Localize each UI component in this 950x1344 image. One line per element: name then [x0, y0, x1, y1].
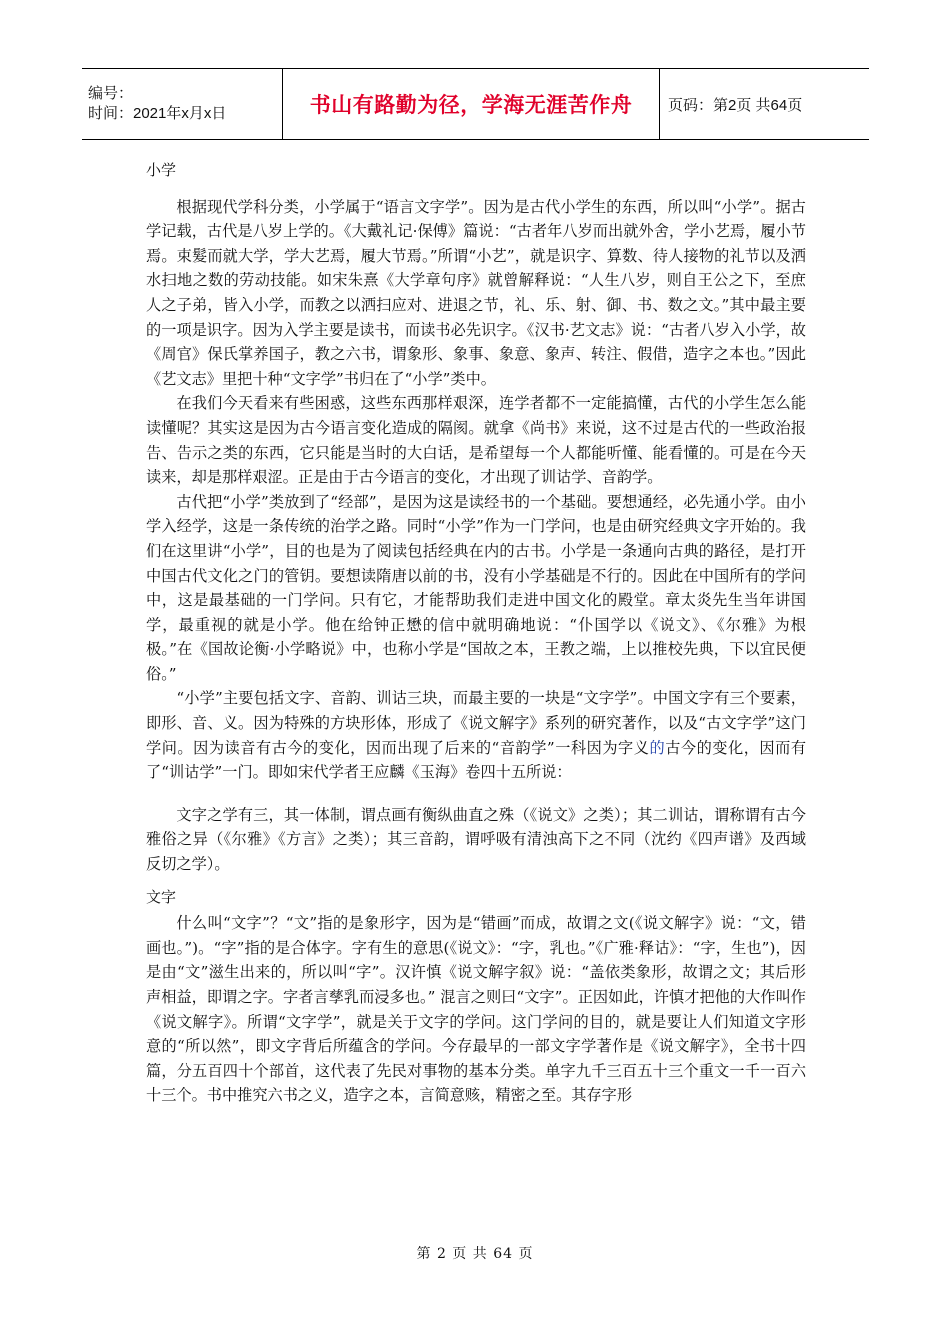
header-page-info — [660, 69, 869, 139]
section-title-wenzi: 文字 — [146, 887, 177, 906]
paragraph-text: 古今的变化，因而有了“训诂学”一门。即如宋代学者王应麟《玉海》卷四十五所说： — [146, 738, 807, 782]
paragraph: 根据现代学科分类，小学属于“语言文字学”。因为是古代小学生的东西，所以叫“小学”。据古学记载，古代是八岁上学的。《大戴礼记·保傅》篇说：“古者年八岁而出就外舍，学小艺焉，履小节焉。束髮而就大学，学大艺焉，履大节焉。”所谓“小艺”，就是识字、算数、待人接物的礼节以及洒水扫地之数的劳动技能。如宋朱熹《大学章句序》就曾解释说：“人生八岁，则自王公之下，至庶人之子弟，皆入小学，而教之以洒扫应对、进退之节，礼、乐、射、御、书、数之文。”其中最主要的一项是识字。因为入学主要是读书，而读书必先识字。《汉书·艺文志》说：“古者八岁入小学，故《周官》保氏掌养国子，教之六书，谓象形、象事、象意、象声、转注、假借，造字之本也。”因此《艺文志》里把十种“文字学”书归在了“小学”类中。 — [146, 197, 806, 388]
document-body — [146, 158, 806, 1108]
paragraph: 在我们今天看来有些困惑，这些东西那样艰深，连学者都不一定能搞懂，古代的小学生怎么能读懂呢？其实这是因为古今语言变化造成的隔阂。就拿《尚书》来说，这不过是古代的一些政治报告、告示之类的东西，它只能是当时的大白话，是希望每一个人都能听懂、能看懂的。可是在今天读来，却是那样艰涩。正是由于古今语言的变化，才出现了训诂学、音韵学。 — [146, 394, 806, 487]
number-label: 编号： — [88, 85, 134, 102]
page-footer: 第 2 页 共 64 页 — [416, 1246, 534, 1262]
paragraph: 古代把“小学”类放到了“经部”，是因为这是读经书的一个基础。要想通经，必先通小学。由小学入经学，这是一条传统的治学之路。同时“小学”作为一门学问，也是由研究经典文字开始的。我们在这里讲“小学”，目的也是为了阅读包括经典在内的古书。小学是一条通向古典的路径，是打开中国古代文化之门的管钥。要想读隋唐以前的书，没有小学基础是不行的。因此在中国所有的学问中，这是最基础的一门学问。只有它，才能帮助我们走进中国文化的殿堂。章太炎先生当年讲国学，最重视的就是小学。他在给钟正懋的信中就明确地说：“仆国学以《说文》、《尔雅》为根极。”在《国故论衡·小学略说》中，也称小学是“国故之本，王教之端，上以推校先典，下以宜民便俗。” — [146, 492, 806, 683]
page-header — [82, 68, 869, 140]
time-label: 时间：2021年x月x日 — [88, 105, 227, 122]
paragraph — [146, 686, 806, 784]
section-title-xiaoxue: 小学 — [146, 161, 177, 179]
highlighted-char: 的 — [649, 738, 666, 757]
page-label: 页码：第2页 共64页 — [668, 96, 803, 114]
header-meta — [82, 69, 283, 139]
motto-text: 书山有路勤为径，学海无涯苦作舟 — [309, 93, 633, 117]
paragraph: 什么叫“文字”？“文”指的是象形字，因为是“错画”而成，故谓之文(《说文解字》说：“文，错画也。”)。“字”指的是合体字。字有生的意思(《说文》：“字，乳也。”《广雅·释诂》：“字，生也”)，因是由“文”滋生出来的，所以叫“字”。汉许慎《说文解字叙》说：“盖依类象形，故谓之文；其后形声相益，即谓之字。字者言孳乳而浸多也。” 混言之则曰“文字”。正因如此，许慎才把他的大作叫作《说文解字》。所谓“文字学”，就是关于文字的学问。这门学问的目的，就是要让人们知道文字形意的“所以然”，即文字背后所蕴含的学问。今存最早的一部文字学著作是《说文解字》，全书十四篇，分五百四十个部首，这代表了先民对事物的基本分类。单字九千三百五十三个重文一千一百六十三个。书中推究六书之义，造字之本，言简意赅，精密之至。其存字形 — [146, 914, 806, 1105]
paragraph-text: “小学”主要包括文字、音韵、训诂三块，而最主要的一块是“文字学”。中国文字有三个要素，即形、音、义。因为特殊的方块形体，形成了《说文解字》系列的研究著作，以及“古文字学”这门学问。因为读音有古今的变化，因而出现了后来的“音韵学”一科因为字义 — [146, 689, 806, 757]
block-quote: 文字之学有三，其一体制，谓点画有衡纵曲直之殊（《说文》之类）；其二训诂，谓称谓有古今雅俗之异（《尔雅》《方言》之类）；其三音韵，谓呼吸有清浊高下之不同（沈约《四声谱》及西域反切之学）。 — [146, 805, 806, 874]
header-motto — [283, 69, 660, 139]
